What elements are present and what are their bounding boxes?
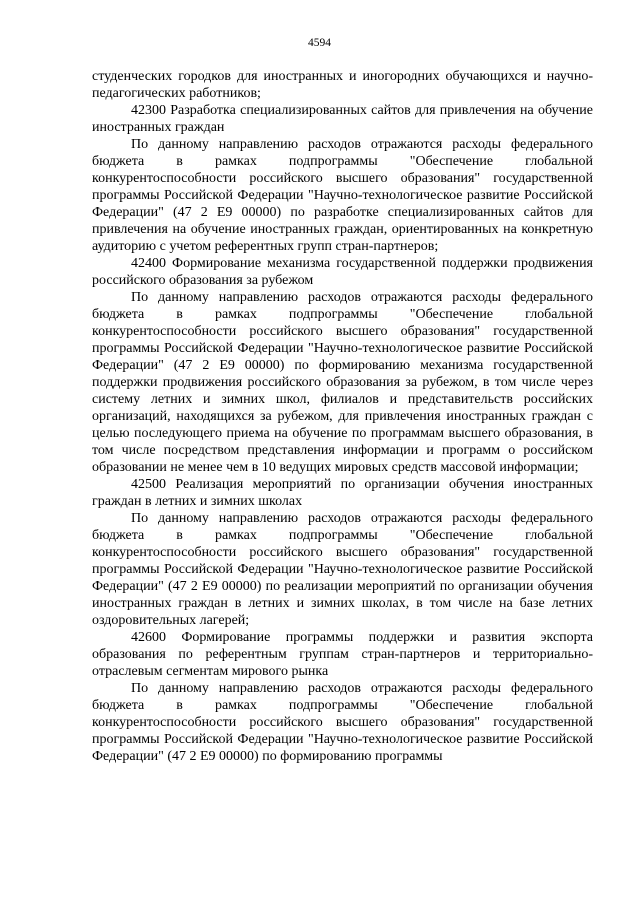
section-body-42300: По данному направлению расходов отражаются расходы федерального бюджета в рамках подпрограммы "Обеспечение глобальной конкурентоспособности российского высшего образования" государственной программы Российской Федерации "Научно-технологическое развитие Российской Федерации" (47 2 E9 00000) по разработке специализированных сайтов для привлечения на обучение иностранных граждан, ориентированных на конкретную аудиторию с учетом референтных групп стран-партнеров; <box>92 137 593 254</box>
section-body-42500: По данному направлению расходов отражаются расходы федерального бюджета в рамках подпрограммы "Обеспечение глобальной конкурентоспособности российского высшего образования" государственной программы Российской Федерации "Научно-технологическое развитие Российской Федерации" (47 2 E9 00000) по реализации мероприятий по организации обучения иностранных граждан в летних и зимних школах, в том числе на базе летних оздоровительных лагерей; <box>92 511 593 628</box>
section-heading-42400: 42400 Формирование механизма государственной поддержки продвижения российского образования за рубежом <box>92 256 593 288</box>
section-heading-42500: 42500 Реализация мероприятий по организации обучения иностранных граждан в летних и зимних школах <box>92 477 593 509</box>
paragraph-continuation: студенческих городков для иностранных и иногородних обучающихся и научно-педагогических работников; <box>92 69 593 101</box>
document-body <box>92 68 593 765</box>
section-heading-42300: 42300 Разработка специализированных сайтов для привлечения на обучение иностранных граждан <box>92 103 593 135</box>
page-number: 4594 <box>308 37 331 49</box>
section-body-42600: По данному направлению расходов отражаются расходы федерального бюджета в рамках подпрограммы "Обеспечение глобальной конкурентоспособности российского высшего образования" государственной программы Российской Федерации "Научно-технологическое развитие Российской Федерации" (47 2 E9 00000) по формированию программы <box>92 681 593 764</box>
section-heading-42600: 42600 Формирование программы поддержки и развития экспорта образования по референтным группам стран-партнеров и территориально-отраслевым сегментам мирового рынка <box>92 630 593 679</box>
section-body-42400: По данному направлению расходов отражаются расходы федерального бюджета в рамках подпрограммы "Обеспечение глобальной конкурентоспособности российского высшего образования" государственной программы Российской Федерации "Научно-технологическое развитие Российской Федерации" (47 2 E9 00000) по формированию механизма государственной поддержки продвижения российского образования за рубежом, в том числе через систему летних и зимних школ, филиалов и представительств российских организаций, находящихся за рубежом, для привлечения иностранных граждан с целью последующего приема на обучение по программам высшего образования, в том числе посредством представления информации и программ о российском образовании не менее чем в 10 ведущих мировых средств массовой информации; <box>92 290 593 475</box>
